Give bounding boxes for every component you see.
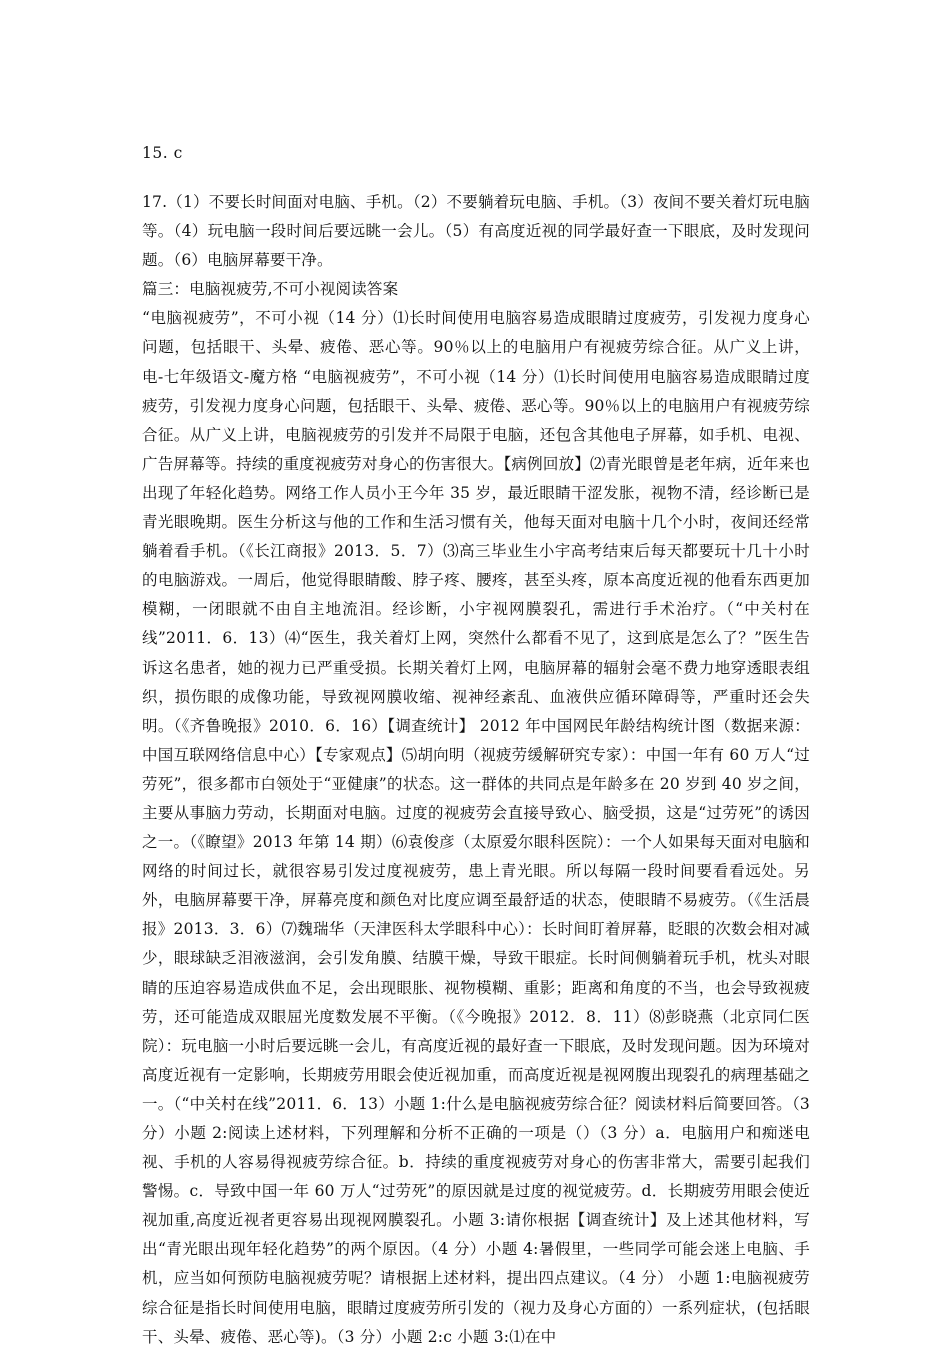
section-title: 篇三：电脑视疲劳,不可小视阅读答案 [142, 280, 399, 299]
spacer [142, 168, 810, 188]
answer-15: 15. c [142, 144, 183, 162]
answer-17: 17.（1）不要长时间面对电脑、手机。（2）不要躺着玩电脑、手机。（3）夜间不要关着灯玩电脑等。（4）玩电脑一段时间后要远眺一会儿。（5）有高度近视的同学最好查一下眼底，及时发现问题。（6）电脑屏幕要干净。 [142, 193, 810, 270]
section-body: “电脑视疲劳”，不可小视（14 分）⑴长时间使用电脑容易造成眼睛过度疲劳，引发视力度身心问题，包括眼干、头晕、疲倦、恶心等。90％以上的电脑用户有视疲劳综合征。从广义上讲，电-七年级语文-魔方格 “电脑视疲劳”，不可小视（14 分）⑴长时间使用电脑容易造成眼睛过度疲劳，引发视力度身心问题，包括眼干、头晕、疲倦、恶心等。90％以上的电脑用户有视疲劳综合征。从广义上讲，电脑视疲劳的引发并不局限于电脑，还包含其他电子屏幕，如手机、电视、广告屏幕等。持续的重度视疲劳对身心的伤害很大。【病例回放】⑵青光眼曾是老年病，近年来也出现了年轻化趋势。网络工作人员小王今年 35 岁，最近眼睛干涩发胀，视物不清，经诊断已是青光眼晚期。医生分析这与他的工作和生活习惯有关，他每天面对电脑十几个小时，夜间还经常躺着看手机。（《长江商报》2013．5．7）⑶高三毕业生小宇高考结束后每天都要玩十几十小时的电脑游戏。一周后，他觉得眼睛酸、脖子疼、腰疼，甚至头疼，原本高度近视的他看东西更加模糊，一闭眼就不由自主地流泪。经诊断，小宇视网膜裂孔，需进行手术治疗。（“中关村在线”2011．6．13）⑷“医生，我关着灯上网，突然什么都看不见了，这到底是怎么了？”医生告诉这名患者，她的视力已严重受损。长期关着灯上网，电脑屏幕的辐射会毫不费力地穿透眼表组织，损伤眼的成像功能，导致视网膜收缩、视神经紊乱、血液供应循环障碍等，严重时还会失明。（《齐鲁晚报》2010．6．16）【调查统计】 2012 年中国网民年龄结构统计图（数据来源：中国互联网络信息中心）【专家观点】⑸胡向明（视疲劳缓解研究专家）：中国一年有 60 万人“过劳死”，很多都市白领处于“亚健康”的状态。这一群体的共同点是年龄多在 20 岁到 40 岁之间，主要从事脑力劳动，长期面对电脑。过度的视疲劳会直接导致心、脑受损，这是“过劳死”的诱因之一。（《瞭望》2013 年第 14 期）⑹袁俊彦（太原爱尔眼科医院）：一个人如果每天面对电脑和网络的时间过长，就很容易引发过度视疲劳，患上青光眼。所以每隔一段时间要看看远处。另外，电脑屏幕要干净，屏幕亮度和颜色对比度应调至最舒适的状态，使眼睛不易疲劳。（《生活晨报》2013．3．6）⑺魏瑞华（天津医科太学眼科中心）：长时间盯着屏幕，眨眼的次数会相对减少，眼球缺乏泪液滋润，会引发角膜、结膜干燥，导致干眼症。长时间侧躺着玩手机，枕头对眼睛的压迫容易造成供血不足，会出现眼胀、视物模糊、重影；距离和角度的不当，也会导致视疲劳，还可能造成双眼屈光度数发展不平衡。（《今晚报》2012．8．11）⑻彭晓燕（北京同仁医院）：玩电脑一小时后要远眺一会儿，有高度近视的最好查一下眼底，及时发现问题。因为环境对高度近视有一定影响，长期疲劳用眼会使近视加重，而高度近视是视网腹出现裂孔的病理基础之一。（“中关村在线”2011．6．13）小题 1:什么是电脑视疲劳综合征？阅读材料后简要回答。（3 分）小题 2:阅读上述材料，下列理解和分析不正确的一项是（）（3 分）a．电脑用户和痴迷电视、手机的人容易得视疲劳综合征。b．持续的重度视疲劳对身心的伤害非常大，需要引起我们警惕。c．导致中国一年 60 万人“过劳死”的原因就是过度的视觉疲劳。d．长期疲劳用眼会使近视加重,高度近视者更容易出现视网膜裂孔。小题 3:请你根据【调查统计】及上述其他材料，写出“青光眼出现年轻化趋势”的两个原因。（4 分）小题 4:暑假里，一些同学可能会迷上电脑、手机，应当如何预防电脑视疲劳呢？请根据上述材料，提出四点建议。（4 分） 小题 1:电脑视疲劳综合征是指长时间使用电脑，眼睛过度疲劳所引发的（视力及身心方面的）一系列症状，(包括眼干、头晕、疲倦、恶心等)。（3 分）小题 2:c 小题 3:⑴在中 [142, 309, 810, 1346]
document-page [142, 138, 810, 1352]
